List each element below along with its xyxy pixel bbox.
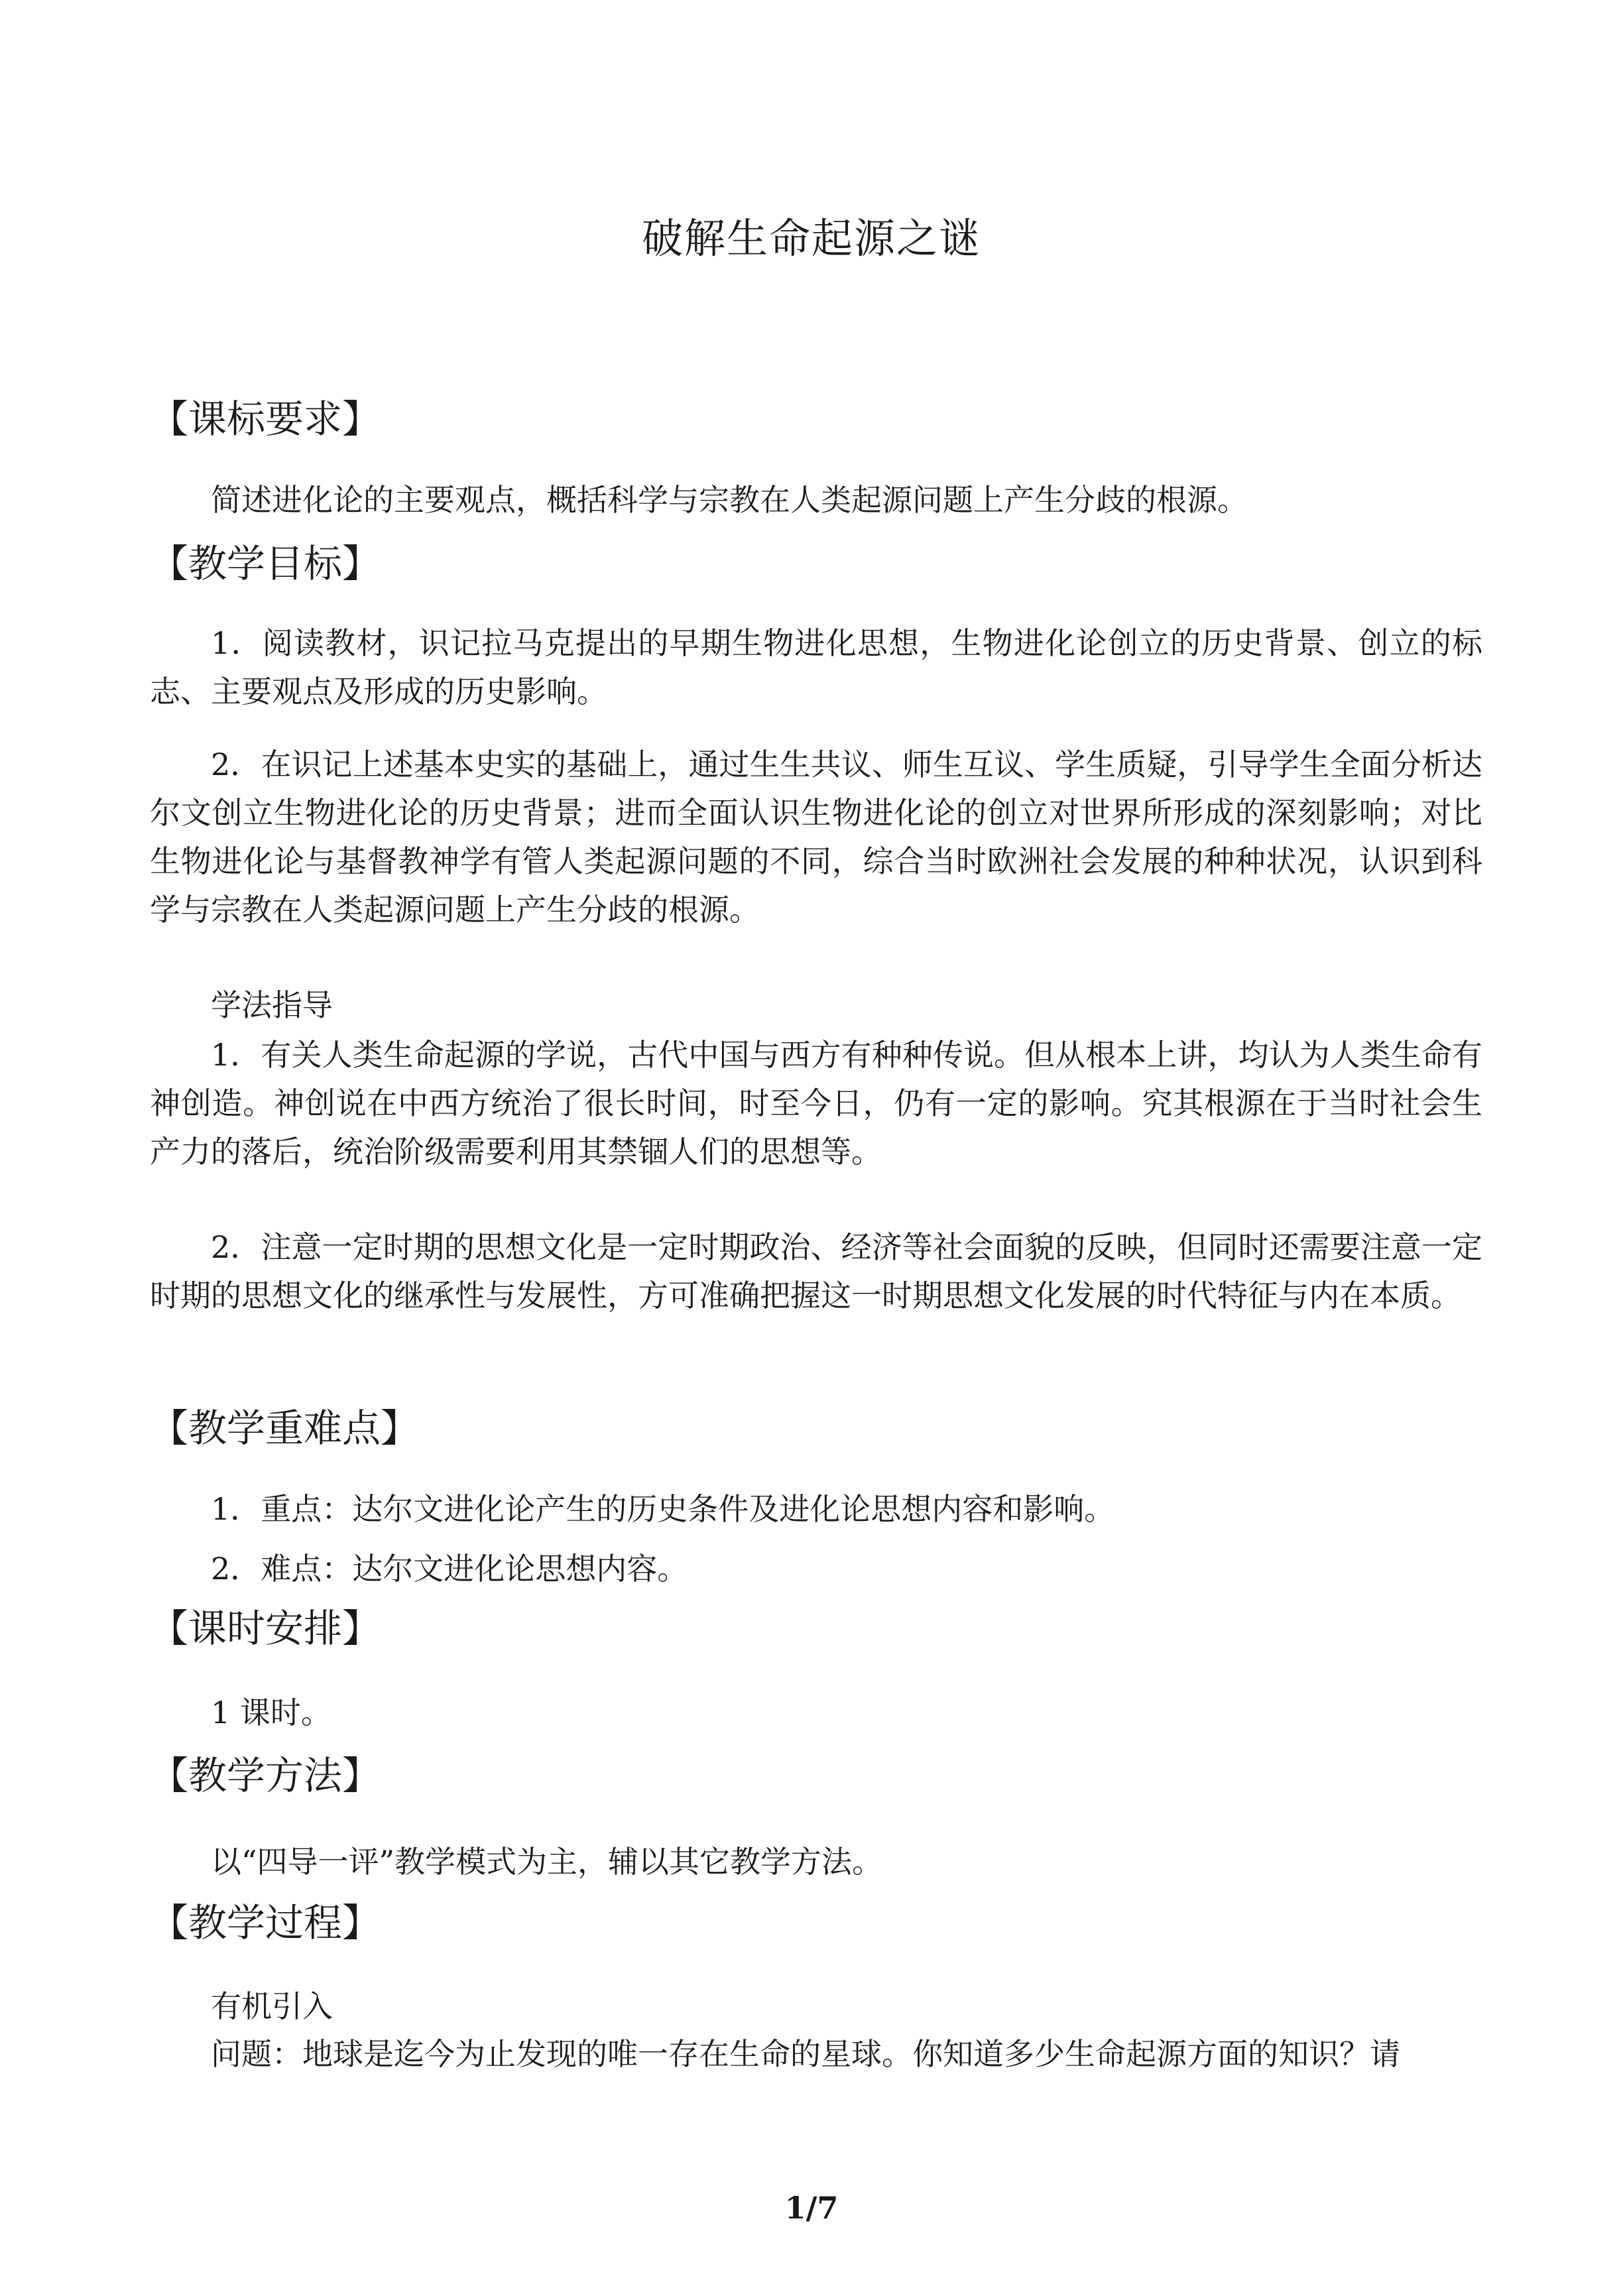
curriculum-standard-text: 简述进化论的主要观点，概括科学与宗教在人类起源问题上产生分歧的根源。	[211, 482, 1248, 518]
section-heading-teaching-process: 【教学过程】	[150, 1900, 381, 1945]
section-heading-class-hours: 【课时安排】	[150, 1606, 381, 1651]
objective-item-2: 2．在识记上述基本史实的基础上，通过生生共议、师生互议、学生质疑，引导学生全面分析达尔文创立生物进化论的历史背景；进而全面认识生物进化论的创立对世界所形成的深刻影响；对比生物进化论与基督教神学有管人类起源问题的不同，综合当时欧洲社会发展的种种状况，认识到科学与宗教在人类起源问题上产生分歧的根源。	[150, 747, 1482, 928]
difficult-point-item: 2．难点：达尔文进化论思想内容。	[211, 1551, 688, 1587]
section-heading-key-difficult-points: 【教学重难点】	[150, 1406, 420, 1451]
introduction-question: 问题：地球是迄今为止发现的唯一存在生命的星球。你知道多少生命起源方面的知识？请	[211, 2036, 1400, 2072]
section-heading-curriculum-standard: 【课标要求】	[150, 396, 381, 442]
section-heading-teaching-method: 【教学方法】	[150, 1753, 381, 1798]
objective-item-1: 1．阅读教材，识记拉马克提出的早期生物进化思想，生物进化论创立的历史背景、创立的标志、主要观点及形成的历史影响。	[150, 625, 1482, 709]
learning-method-item-2: 2．注意一定时期的思想文化是一定时期政治、经济等社会面貌的反映，但同时还需要注意一定时期的思想文化的继承性与发展性，方可准确把握这一时期思想文化发展的时代特征与内在本质。	[150, 1229, 1482, 1313]
introduction-label: 有机引入	[211, 1988, 333, 2024]
section-heading-teaching-objectives: 【教学目标】	[150, 541, 381, 586]
learning-method-label: 学法指导	[211, 987, 333, 1023]
key-point-item: 1．重点：达尔文进化论产生的历史条件及进化论思想内容和影响。	[211, 1491, 1115, 1527]
document-title: 破解生命起源之谜	[641, 214, 981, 263]
page-number: 1/7	[784, 2190, 839, 2226]
class-hours-text: 1 课时。	[211, 1695, 331, 1730]
learning-method-item-1: 1．有关人类生命起源的学说，古代中国与西方有种种传说。但从根本上讲，均认为人类生命有神创造。神创说在中西方统治了很长时间，时至今日，仍有一定的影响。究其根源在于当时社会生产力的落后，统治阶级需要利用其禁锢人们的思想等。	[150, 1037, 1482, 1170]
teaching-method-text: 以“四导一评”教学模式为主，辅以其它教学方法。	[211, 1844, 883, 1880]
